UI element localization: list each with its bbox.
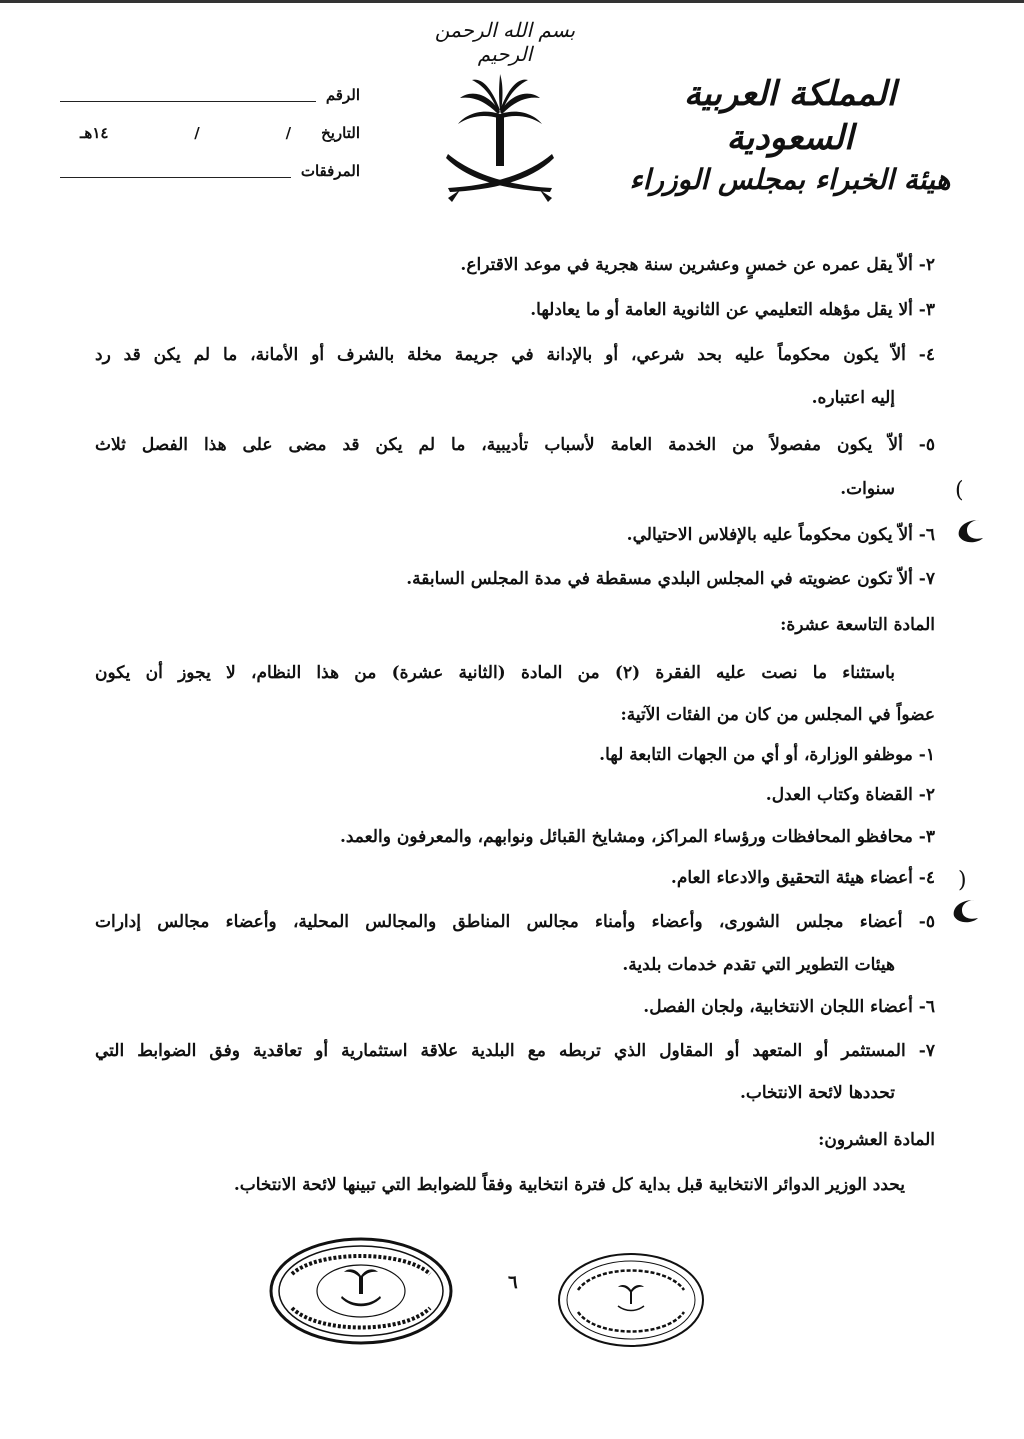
condition-item: ٥- ألاّ يكون مفصولاً من الخدمة العامة لأسباب تأديبية، ما لم يكن قد مضى على هذا الفصل ثلاث	[95, 435, 935, 455]
authority-seal-stamp	[268, 1236, 454, 1346]
binder-hole-mark: (	[955, 478, 964, 503]
attachments-row	[60, 152, 360, 190]
exclusion-item-continuation: تحددها لائحة الانتخاب.	[739, 1083, 895, 1103]
exclusion-item: ٢- القضاة وكتاب العدل.	[765, 785, 935, 805]
palm-swords-emblem-icon	[440, 72, 560, 212]
exclusion-item: ١- موظفو الوزارة، أو أي من الجهات التابعة لها.	[599, 745, 935, 765]
exclusion-item-continuation: هيئات التطوير التي تقدم خدمات بلدية.	[622, 955, 895, 975]
condition-item: ٦- ألاّ يكون محكوماً عليه بالإفلاس الاحتيالي.	[626, 525, 935, 545]
date-blanks: / / ١٤هـ	[80, 124, 292, 142]
condition-item: ٤- ألاّ يكون محكوماً عليه بحد شرعي، أو بالإدانة في جريمة مخلة بالشرف أو الأمانة، ما لم يكن قد رد	[95, 345, 935, 365]
article-19-intro: باستثناء ما نصت عليه الفقرة (٢) من المادة (الثانية عشرة) من هذا النظام، لا يجوز أن يكون	[95, 663, 895, 683]
condition-item: ٣- ألا يقل مؤهله التعليمي عن الثانوية العامة أو ما يعادلها.	[530, 300, 935, 320]
binder-hole-mark	[955, 518, 985, 546]
reference-number-label: الرقم	[325, 86, 360, 104]
binder-hole-mark	[950, 898, 980, 926]
reference-number-row	[60, 76, 360, 114]
exclusion-item: ٧- المستثمر أو المتعهد أو المقاول الذي تربطه مع البلدية علاقة استثمارية أو تعاقدية وفق الضوابط التي	[95, 1041, 935, 1061]
exclusion-item: ٤- أعضاء هيئة التحقيق والادعاء العام.	[670, 868, 935, 888]
reference-number-line	[60, 89, 316, 102]
attachments-line	[60, 165, 291, 178]
basmala: بسم الله الرحمن الرحيم	[434, 18, 576, 66]
exclusion-item: ٦- أعضاء اللجان الانتخابية، ولجان الفصل.	[643, 997, 935, 1017]
kingdom-name: المملكة العربية السعودية	[683, 74, 897, 158]
issuer-heading	[620, 72, 960, 200]
condition-item: ٢- ألاّ يقل عمره عن خمسٍ وعشرين سنة هجرية في موعد الاقتراع.	[460, 255, 935, 275]
condition-item-continuation: سنوات.	[840, 479, 895, 499]
article-20-text: يحدد الوزير الدوائر الانتخابية قبل بداية كل فترة انتخابية وفقاً للضوابط التي تبينها لائحة الانتخاب.	[233, 1175, 905, 1195]
article-19-intro-continuation: عضواً في المجلس من كان من الفئات الآتية:	[620, 705, 935, 725]
date-row	[60, 114, 360, 152]
page-number: ٦	[508, 1272, 518, 1293]
authority-name: هيئة الخبراء بمجلس الوزراء	[629, 163, 951, 196]
scan-edge-line	[0, 0, 1024, 3]
article-19-title: المادة التاسعة عشرة:	[780, 615, 935, 635]
secretariat-seal-stamp	[556, 1250, 706, 1350]
binder-hole-mark: )	[958, 868, 967, 893]
attachments-label: المرفقات	[300, 162, 360, 180]
date-suffix: ١٤هـ	[80, 124, 109, 142]
exclusion-item: ٣- محافظو المحافظات ورؤساء المراكز، ومشايخ القبائل ونوابهم، والمعرفون والعمد.	[339, 827, 935, 847]
reference-block	[60, 76, 360, 190]
exclusion-item: ٥- أعضاء مجلس الشورى، وأعضاء وأمناء مجالس المناطق والمجالس المحلية، وأعضاء مجالس إدارات	[95, 912, 935, 932]
condition-item: ٧- ألاّ تكون عضويته في المجلس البلدي مسقطة في مدة المجلس السابقة.	[406, 569, 935, 589]
article-20-title: المادة العشرون:	[818, 1130, 935, 1150]
date-label: التاريخ	[321, 124, 360, 142]
condition-item-continuation: إليه اعتباره.	[811, 388, 895, 408]
